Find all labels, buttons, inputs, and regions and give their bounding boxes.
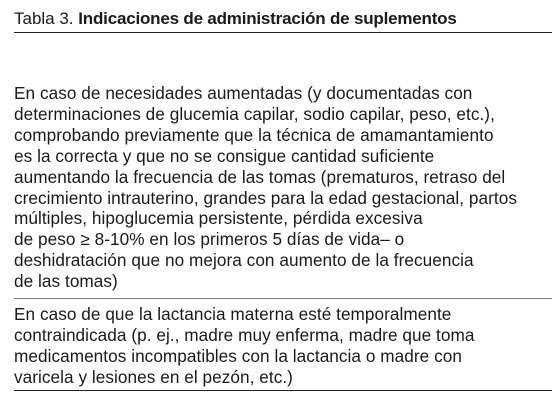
- table-caption: [14, 0, 552, 31]
- entry-line: es la correcta y que no se consigue cantidad suficiente: [14, 145, 435, 166]
- entry-line: contraindicada (p. ej., madre muy enferma, madre que toma: [14, 324, 475, 345]
- table-number: Tabla 3.: [14, 9, 74, 28]
- entry-line: medicamentos incompatibles con la lactancia o madre con: [14, 345, 462, 366]
- table-body: [14, 83, 552, 390]
- entry-line: determinaciones de glucemia capilar, sodio capilar, peso, etc.),: [14, 103, 495, 124]
- entry-line: crecimiento intrauterino, grandes para la edad gestacional, partos: [14, 187, 517, 208]
- entry-line: varicela y lesiones en el pezón, etc.): [14, 366, 293, 387]
- document-table: [14, 0, 552, 391]
- table-entry: [14, 299, 552, 390]
- entry-line: de las tomas): [14, 271, 118, 292]
- table-entry: [14, 83, 552, 298]
- entry-line: deshidratación que no mejora con aumento de la frecuencia: [14, 250, 474, 271]
- entry-line: de peso ≥ 8-10% en los primeros 5 días de vida– o: [14, 229, 405, 250]
- table-title: Indicaciones de administración de suplementos: [78, 9, 457, 28]
- entry-line: comprobando previamente que la técnica de amamantamiento: [14, 124, 494, 145]
- entry-line: aumentando la frecuencia de las tomas (prematuros, retraso del: [14, 166, 506, 187]
- entry-line: En caso de necesidades aumentadas (y documentadas con: [14, 83, 473, 103]
- entry-line: En caso de que la lactancia materna esté temporalmente: [14, 304, 452, 325]
- bottom-rule: [14, 390, 552, 391]
- entry-line: múltiples, hipoglucemia persistente, pérdida excesiva: [14, 208, 423, 229]
- top-rule: [14, 32, 552, 33]
